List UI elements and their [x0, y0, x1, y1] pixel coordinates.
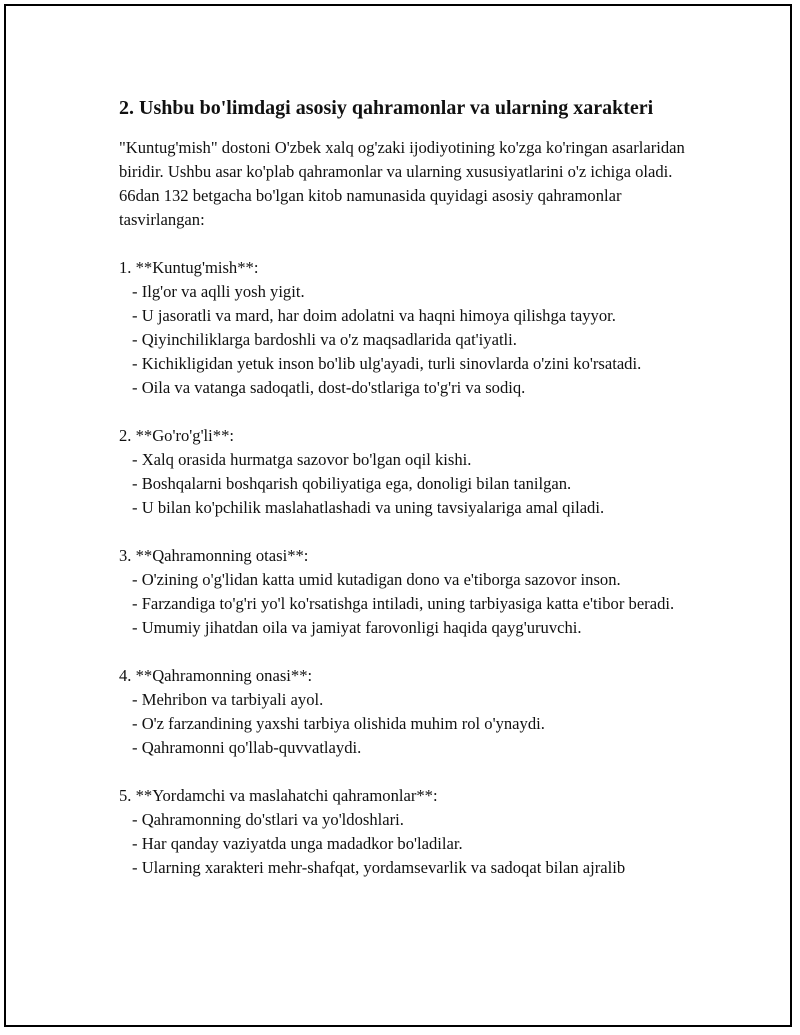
list-item-text: Har qanday vaziyatda unga madadkor bo'ladilar. [141, 834, 463, 853]
list-item: - Umumiy jihatdan oila va jamiyat farovonligi haqida qayg'uruvchi. [132, 618, 582, 637]
document-page [4, 4, 792, 1027]
character-section-2 [119, 424, 689, 520]
document-content [119, 94, 689, 904]
list-item-text: O'z farzandining yaxshi tarbiya olishida muhim rol o'ynaydi. [141, 714, 545, 733]
list-item: - Qahramonni qo'llab-quvvatlaydi. [132, 738, 362, 757]
character-section-1 [119, 256, 689, 400]
character-heading: 1. **Kuntug'mish**: [119, 258, 259, 277]
character-section-5 [119, 784, 689, 880]
list-item: - Xalq orasida hurmatga sazovor bo'lgan oqil kishi. [132, 450, 472, 469]
list-item-text: Farzandiga to'g'ri yo'l ko'rsatishga intiladi, uning tarbiyasiga katta e'tibor beradi. [141, 594, 675, 613]
list-item-text: Kichikligidan yetuk inson bo'lib ulg'ayadi, turli sinovlarda o'zini ko'rsatadi. [141, 354, 642, 373]
list-item: - Oila va vatanga sadoqatli, dost-do'stlariga to'g'ri va sodiq. [132, 378, 526, 397]
list-item-text: Xalq orasida hurmatga sazovor bo'lgan oqil kishi. [141, 450, 472, 469]
list-item: - Qiyinchiliklarga bardoshli va o'z maqsadlarida qat'iyatli. [132, 330, 517, 349]
list-item: - Har qanday vaziyatda unga madadkor bo'ladilar. [132, 834, 463, 853]
list-item: - Boshqalarni boshqarish qobiliyatiga ega, donoligi bilan tanilgan. [132, 474, 572, 493]
list-item: - Ularning xarakteri mehr-shafqat, yordamsevarlik va sadoqat bilan ajralib [132, 858, 626, 877]
character-heading: 2. **Go'ro'g'li**: [119, 426, 234, 445]
list-item-text: Mehribon va tarbiyali ayol. [141, 690, 324, 709]
intro-paragraph: "Kuntug'mish" dostoni O'zbek xalq og'zaki ijodiyotining ko'zga ko'ringan asarlaridan biridir. Ushbu asar ko'plab qahramonlar va ularning xususiyatlarini o'z ichiga oladi. 66dan 132 betgacha bo'lgan kitob namunasida quyidagi asosiy qahramonlar tasvirlangan: [119, 138, 685, 229]
list-item-text: O'zining o'g'lidan katta umid kutadigan dono va e'tiborga sazovor inson. [141, 570, 621, 589]
list-item: - O'zining o'g'lidan katta umid kutadigan dono va e'tiborga sazovor inson. [132, 570, 621, 589]
list-item: - U bilan ko'pchilik maslahatlashadi va uning tavsiyalariga amal qiladi. [132, 498, 605, 517]
list-item-text: Umumiy jihatdan oila va jamiyat farovonligi haqida qayg'uruvchi. [141, 618, 582, 637]
list-item: - Qahramonning do'stlari va yo'ldoshlari. [132, 810, 404, 829]
character-section-4 [119, 664, 689, 760]
list-item-text: U bilan ko'pchilik maslahatlashadi va uning tavsiyalariga amal qiladi. [141, 498, 605, 517]
list-item: - Kichikligidan yetuk inson bo'lib ulg'ayadi, turli sinovlarda o'zini ko'rsatadi. [132, 354, 642, 373]
section-title: 2. Ushbu bo'limdagi asosiy qahramonlar va ularning xarakteri [119, 97, 654, 119]
character-heading: 3. **Qahramonning otasi**: [119, 546, 309, 565]
list-item: - Farzandiga to'g'ri yo'l ko'rsatishga intiladi, uning tarbiyasiga katta e'tibor beradi. [132, 594, 675, 613]
list-item: - U jasoratli va mard, har doim adolatni va haqni himoya qilishga tayyor. [132, 306, 616, 325]
character-heading: 4. **Qahramonning onasi**: [119, 666, 313, 685]
list-item-text: Qahramonning do'stlari va yo'ldoshlari. [141, 810, 404, 829]
list-item-text: Ularning xarakteri mehr-shafqat, yordamsevarlik va sadoqat bilan ajralib [141, 858, 626, 877]
character-heading: 5. **Yordamchi va maslahatchi qahramonlar**: [119, 786, 438, 805]
list-item-text: Qiyinchiliklarga bardoshli va o'z maqsadlarida qat'iyatli. [141, 330, 517, 349]
list-item: - Mehribon va tarbiyali ayol. [132, 690, 324, 709]
character-section-3 [119, 544, 689, 640]
list-item: - O'z farzandining yaxshi tarbiya olishida muhim rol o'ynaydi. [132, 714, 545, 733]
list-item-text: Ilg'or va aqlli yosh yigit. [141, 282, 305, 301]
list-item-text: Qahramonni qo'llab-quvvatlaydi. [141, 738, 362, 757]
list-item-text: U jasoratli va mard, har doim adolatni va haqni himoya qilishga tayyor. [141, 306, 616, 325]
list-item-text: Oila va vatanga sadoqatli, dost-do'stlariga to'g'ri va sodiq. [141, 378, 526, 397]
list-item-text: Boshqalarni boshqarish qobiliyatiga ega, donoligi bilan tanilgan. [141, 474, 572, 493]
list-item: - Ilg'or va aqlli yosh yigit. [132, 282, 305, 301]
